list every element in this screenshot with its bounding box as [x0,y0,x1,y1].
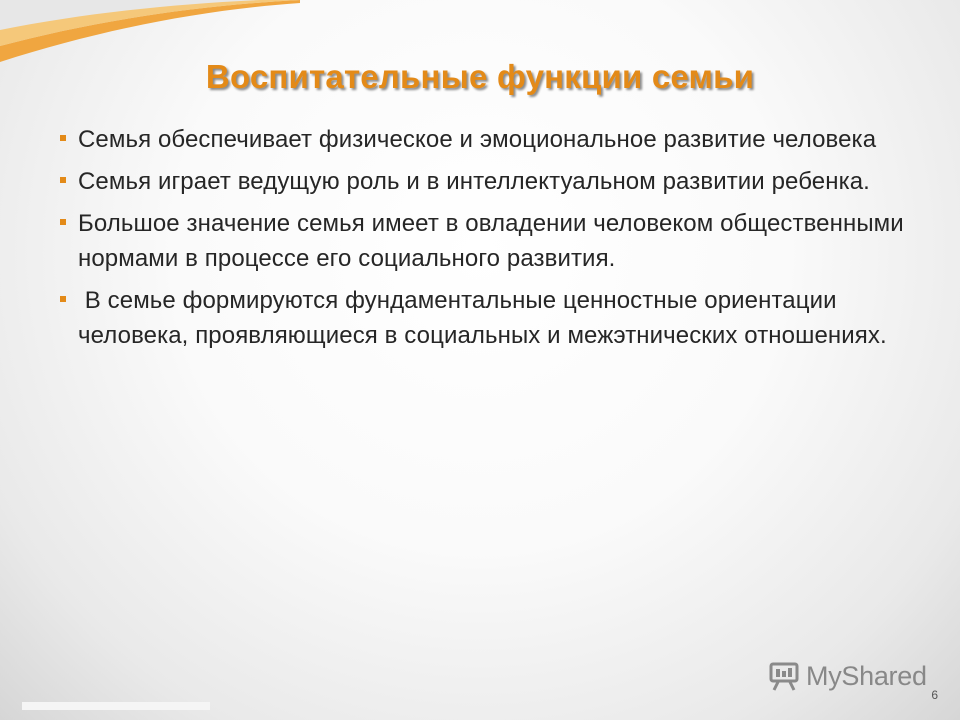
square-bullet-icon [60,296,66,302]
myshared-watermark[interactable] [768,656,927,696]
list-item-text: Большое значение семья имеет в овладении человеком общественными нормами в процессе его социального развития. [78,210,904,272]
list-item-text: Семья играет ведущую роль и в интеллектуальном развитии ребенка. [78,168,870,195]
list-item-text: В семье формируются фундаментальные ценностные ориентации человека, проявляющиеся в социальных и межэтнических отношениях. [78,287,887,349]
square-bullet-icon [60,177,66,183]
bullet-list [58,122,928,360]
page-number: 6 [931,688,938,702]
list-item [58,122,928,157]
list-item [58,164,928,199]
presentation-board-icon [768,660,800,692]
square-bullet-icon [60,135,66,141]
watermark-logo-text: MyShared [806,660,927,691]
list-item-text: Семья обеспечивает физическое и эмоциональное развитие человека [78,126,877,153]
bottom-bar-decoration [22,702,210,710]
list-item [58,283,928,353]
list-item [58,206,928,276]
slide-title: Воспитательные функции семьи [205,58,755,95]
square-bullet-icon [60,219,66,225]
